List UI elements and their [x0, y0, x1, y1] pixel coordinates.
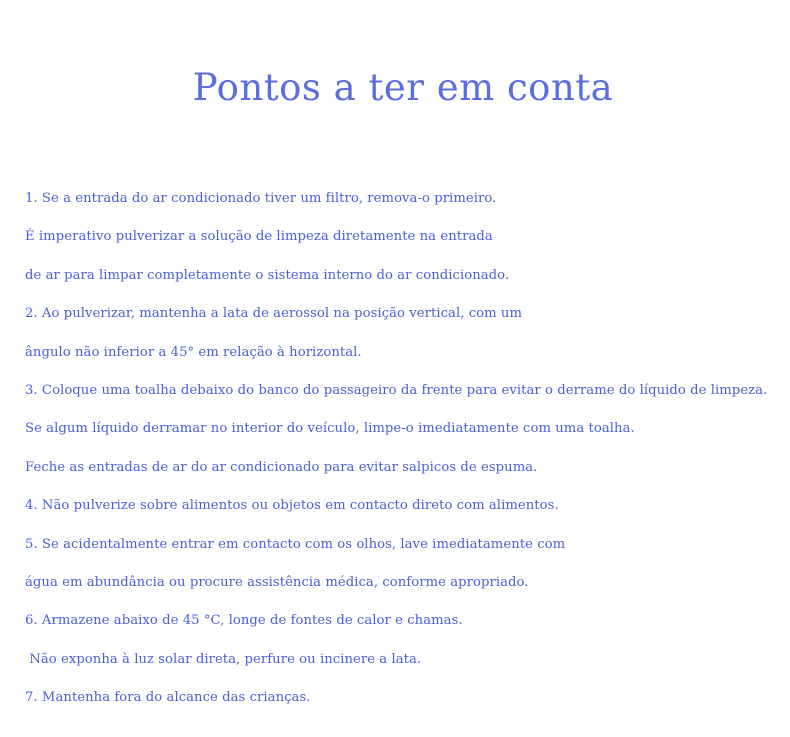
- note-line: 3. Coloque uma toalha debaixo do banco do passageiro da frente para evitar o derrame do líquido de limpeza.: [25, 382, 768, 398]
- note-line: de ar para limpar completamente o sistema interno do ar condicionado.: [25, 267, 510, 283]
- note-line: Não exponha à luz solar direta, perfure ou incinere a lata.: [25, 651, 422, 667]
- note-line: É imperativo pulverizar a solução de limpeza diretamente na entrada: [25, 229, 493, 245]
- note-line: 2. Ao pulverizar, mantenha a lata de aerossol na posição vertical, com um: [25, 306, 523, 322]
- note-line: ângulo não inferior a 45° em relação à horizontal.: [25, 344, 362, 360]
- note-line: Feche as entradas de ar do ar condicionado para evitar salpicos de espuma.: [25, 459, 538, 475]
- note-line: 6. Armazene abaixo de 45 °C, longe de fontes de calor e chamas.: [25, 613, 463, 629]
- notes-list: [25, 188, 785, 725]
- note-line: 7. Mantenha fora do alcance das crianças.: [25, 690, 311, 706]
- note-line: Se algum líquido derramar no interior do veículo, limpe-o imediatamente com uma toalha.: [25, 421, 635, 437]
- note-line: água em abundância ou procure assistência médica, conforme apropriado.: [25, 574, 529, 590]
- note-line: 4. Não pulverize sobre alimentos ou objetos em contacto direto com alimentos.: [25, 498, 559, 514]
- note-line: 1. Se a entrada do ar condicionado tiver um filtro, remova-o primeiro.: [25, 191, 497, 206]
- page-title: Pontos a ter em conta: [192, 66, 614, 109]
- note-line: 5. Se acidentalmente entrar em contacto com os olhos, lave imediatamente com: [25, 536, 566, 552]
